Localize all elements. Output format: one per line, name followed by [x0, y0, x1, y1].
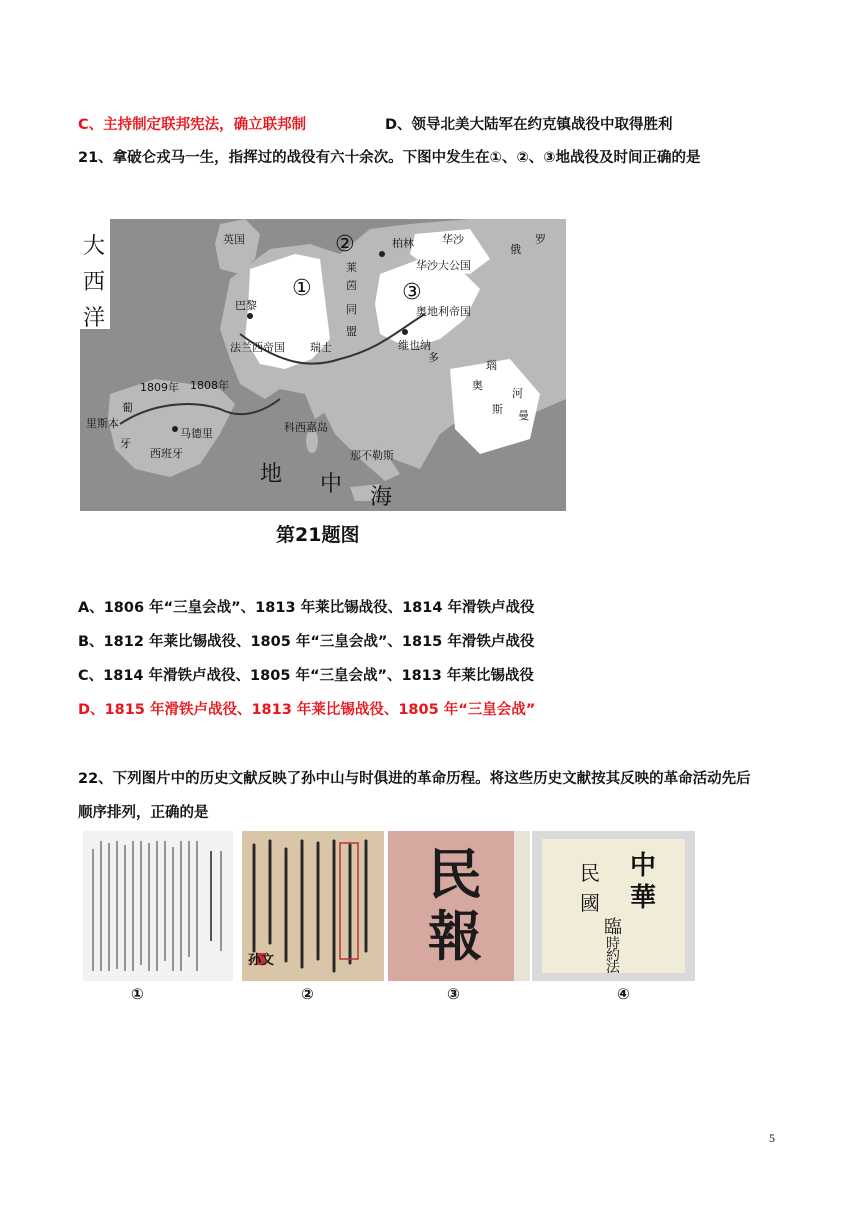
map-label-naples: 那不勒斯 [350, 449, 394, 462]
map-label-madrid: 马德里 [180, 427, 213, 440]
map-label-di: 地 [260, 462, 283, 487]
map-label-circle-3: ③ [402, 280, 422, 305]
q22-stem-line-2: 顺序排列，正确的是 [78, 805, 209, 821]
map-label-france: 法兰西帝国 [230, 341, 285, 354]
map-label-corsica: 科西嘉岛 [284, 421, 328, 434]
map-label-ottoman-5: 瑙 [486, 359, 497, 372]
document-image-1 [83, 831, 233, 981]
map-label-rhine-1: 莱 [346, 261, 357, 274]
map-label-da: 大 [83, 234, 106, 259]
map-label-warsaw: 华沙 [442, 233, 464, 246]
map-label-circle-1: ① [292, 276, 312, 301]
q21-option-a: A、1806 年“三皇会战”、1813 年莱比锡战役、1814 年滑铁卢战役 [78, 600, 535, 616]
q22-stem-line-1: 22、下列图片中的历史文献反映了孙中山与时俱进的革命历程。将这些历史文献按其反映的革命活动先后 [78, 771, 751, 787]
map-label-vienna: 维也纳 [398, 339, 431, 352]
q21-option-d: D、1815 年滑铁卢战役、1813 年莱比锡战役、1805 年“三皇会战” [78, 702, 536, 718]
document-image-2 [242, 831, 384, 981]
document-4-char-7: 約 [606, 948, 620, 964]
map-label-duo: 多 [428, 351, 439, 364]
map-label-ottoman-1: 奥 [472, 379, 483, 392]
map-label-portugal-1: 葡 [122, 401, 133, 414]
map-label-rhine-4: 盟 [346, 325, 357, 338]
city-dot-madrid [172, 426, 178, 432]
document-3-title: 民報 [428, 842, 482, 968]
map-label-spain: 西班牙 [150, 447, 183, 460]
document-4-char-3: 民 [580, 861, 600, 885]
document-4-char-2: 華 [630, 883, 657, 913]
map-label-paris: 巴黎 [235, 299, 257, 312]
map-label-berlin: 柏林 [392, 237, 414, 250]
map-label-year-1809: 1809年 [140, 381, 179, 394]
document-4-char-1: 中 [630, 851, 657, 881]
document-image-3 [388, 831, 530, 981]
city-dot-vienna [402, 329, 408, 335]
document-4-char-4: 國 [580, 891, 600, 915]
map-label-austria: 奥地利帝国 [416, 305, 471, 318]
map-label-xi: 西 [83, 270, 106, 295]
q20-option-d: D、领导北美大陆军在约克镇战役中取得胜利 [385, 117, 673, 133]
map-label-year-1808: 1808年 [190, 379, 229, 392]
document-number-1: ① [131, 985, 144, 1003]
map-label-swiss: 瑞士 [310, 341, 332, 354]
q21-option-b: B、1812 年莱比锡战役、1805 年“三皇会战”、1815 年滑铁卢战役 [78, 634, 535, 650]
map-label-lisbon: 里斯本 [86, 417, 119, 430]
map-label-portugal-2: 牙 [120, 437, 131, 450]
map-label-grand-duchy: 华沙大公国 [416, 259, 471, 272]
document-3-spine [514, 831, 530, 981]
map-label-circle-2: ② [335, 232, 355, 257]
map-label-hai: 海 [370, 485, 393, 510]
document-number-2: ② [301, 985, 314, 1003]
page-number: 5 [769, 1131, 775, 1145]
map-label-ottoman-3: 曼 [518, 409, 529, 422]
map-label-zhong: 中 [320, 472, 343, 497]
q20-option-c: C、主持制定联邦宪法，确立联邦制 [78, 117, 307, 133]
q21-option-c: C、1814 年滑铁卢战役、1805 年“三皇会战”、1813 年莱比锡战役 [78, 668, 534, 684]
map-label-rhine-3: 同 [346, 303, 357, 316]
q21-figure-caption: 第21题图 [276, 524, 360, 546]
document-1-text-lines [83, 831, 233, 981]
document-4-char-6: 時 [606, 936, 620, 952]
napoleon-wars-map [80, 219, 566, 511]
document-2-signature: 孙文 [248, 953, 275, 968]
q21-stem: 21、拿破仑戎马一生，指挥过的战役有六十余次。下图中发生在①、②、③地战役及时间正确的是 [78, 150, 701, 166]
document-image-4 [532, 831, 695, 981]
document-4-char-8: 法 [606, 960, 620, 976]
document-number-3: ③ [447, 985, 460, 1003]
city-dot-berlin [379, 251, 385, 257]
document-number-4: ④ [617, 985, 630, 1003]
map-label-rhine-2: 茵 [346, 279, 357, 292]
map-label-ottoman-4: 河 [512, 387, 523, 400]
map-label-yang: 洋 [83, 306, 106, 331]
document-4-cover [542, 839, 685, 976]
map-label-ottoman-2: 斯 [492, 403, 503, 416]
document-4-char-5: 臨 [604, 917, 622, 938]
city-dot-paris [247, 313, 253, 319]
map-label-luo: 罗 [535, 233, 546, 246]
map-label-e: 俄 [510, 243, 521, 256]
map-label-england: 英国 [223, 233, 245, 246]
